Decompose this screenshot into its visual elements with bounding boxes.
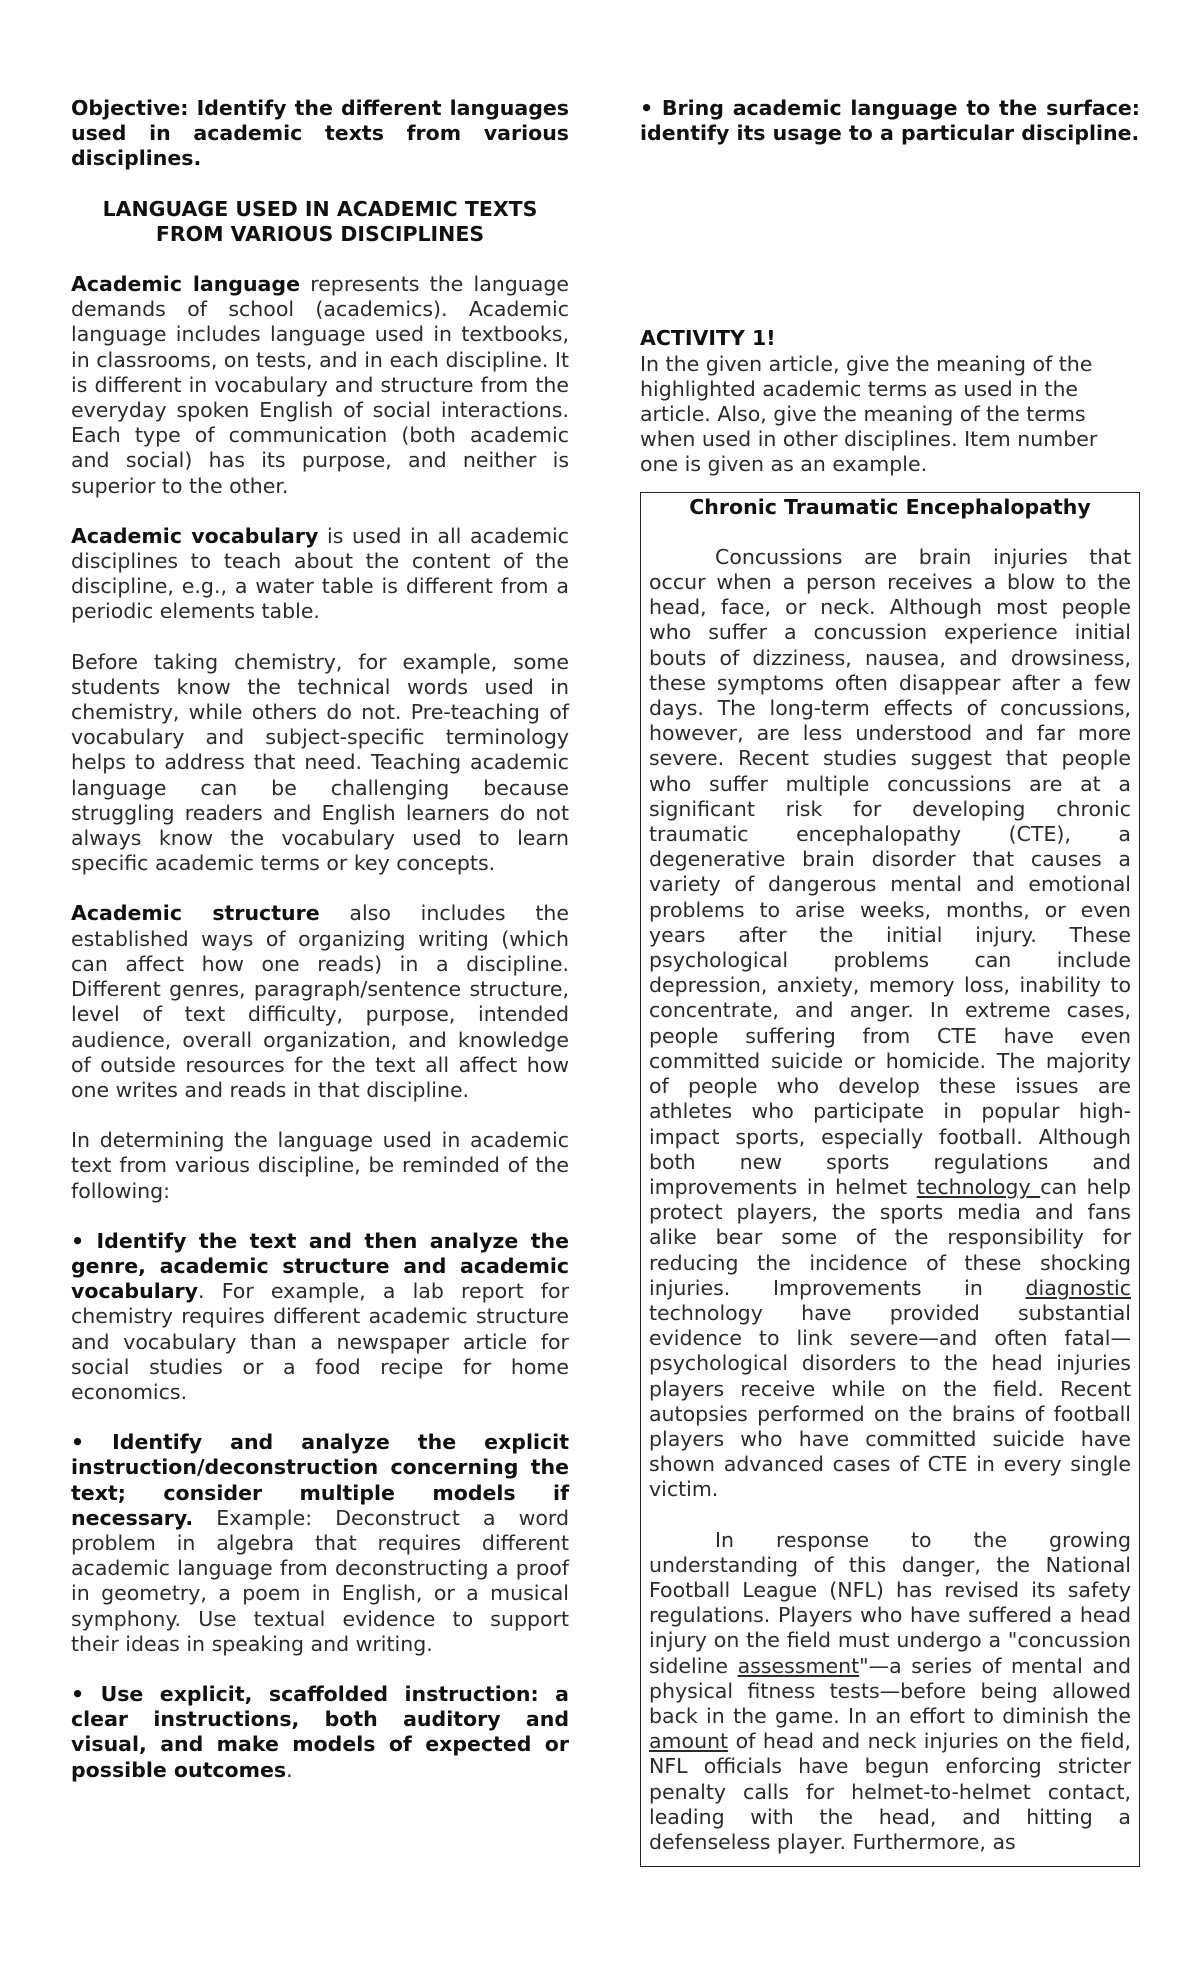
left-column [71,96,569,1783]
bullet-text: . [286,1757,293,1782]
paragraph-chemistry-example: Before taking chemistry, for example, some students know the technical words used in chemistry, while others do not. Pre-teaching of vocabulary and subject-specific terminology helps to address that need. Teaching academic language can be challenging because struggling readers and English learners do not always know the vocabulary used to learn specific academic terms or key concepts. [71,649,569,876]
bullet-bold: • Identify the text and then analyze the genre, academic structure and academic vocabulary [71,1228,569,1304]
paragraph-text: also includes the established ways of organizing writing (which can affect how one reads) in a discipline. Different genres, paragraph/sentence structure, level of text difficulty, purpose, intended audience, overall organization, and knowledge of outside resources for the text all affect how one writes and reads in that discipline. [71,901,569,1102]
bullet-text: Example: Deconstruct a word problem in algebra that requires different academic language from deconstructing a proof in geometry, a poem in English, or a musical symphony. Use textual evidence to support their ideas in speaking and writing. [71,1505,569,1656]
activity-title: ACTIVITY 1! [640,326,776,351]
bullet-scaffolded-instruction [71,1682,569,1783]
term-academic-structure: Academic structure [71,901,320,926]
highlighted-term-amount: amount [649,1729,729,1754]
bullet-bold: • Identify and analyze the explicit instruction/deconstruction concerning the text; consider multiple models if necessary. [71,1430,569,1530]
article-paragraph-2 [649,1528,1131,1856]
paragraph-academic-vocabulary [71,524,569,625]
article-text: In response to the growing understanding of this danger, the National Football League (NFL) has revised its safety regulations. Players who have suffered a head injury on the field must undergo a "concussion sideline [649,1527,1131,1678]
section-heading: LANGUAGE USED IN ACADEMIC TEXTS FROM VARIOUS DISCIPLINES [102,196,538,246]
article-text: "—a series of mental and physical fitness tests—before being allowed back in the game. In an effort to diminish the [649,1653,1132,1728]
article-text: Concussions are brain injuries that occur when a person receives a blow to the head, face, or neck. Although most people who suffer a concussion experience initial bouts of dizziness, nausea, and drowsiness, these symptoms often disappear after a few days. The long-term effects of concussions, however, are less understood and far more severe. Recent studies suggest that people who suffer multiple concussions are at a significant risk for developing chronic traumatic encephalopathy (CTE), a degenerative brain disorder that causes a variety of dangerous mental and emotional problems to arise weeks, months, or even years after the initial injury. These psychological problems can include depression, anxiety, memory loss, inability to concentrate, and anger. In extreme cases, people suffering from CTE have even committed suicide or homicide. The majority of people who develop these issues are athletes who participate in popular high-impact sports, especially football. Although both new sports regulations and improvements in helmet [649,544,1131,1199]
term-academic-vocabulary: Academic vocabulary [71,523,319,548]
bullet-bold: • Use explicit, scaffolded instruction: a clear instructions, both auditory and visual, and make models of expected or possible outcomes [71,1681,569,1782]
article-text: technology have provided substantial evidence to link severe—and often fatal—psychological disorders to the head injuries players receive while on the field. Recent autopsies performed on the brains of football players who have committed suicide have shown advanced cases of CTE in every single victim. [649,1300,1131,1502]
article-box [640,492,1140,1867]
objective: Objective: Identify the different languages used in academic texts from various disciplines. [71,96,569,171]
right-column [640,96,1140,1867]
highlighted-term-assessment: assessment [737,1653,860,1678]
paragraph-academic-structure [71,901,569,1103]
bullet-text: . For example, a lab report for chemistry requires different academic structure and vocabulary than a newspaper article for social studies or a food recipe for home economics. [71,1279,569,1404]
paragraph-academic-language [71,272,569,499]
paragraph-text: represents the language demands of school (academics). Academic language includes language used in textbooks, in classrooms, on tests, and in each discipline. It is different in vocabulary and structure from the everyday spoken English of social interactions. Each type of communication (both academic and social) has its purpose, and neither is superior to the other. [71,272,569,498]
bullet-bring-language: • Bring academic language to the surface: identify its usage to a particular discipline. [640,96,1140,146]
term-academic-language: Academic language [71,272,300,297]
bullet-explicit-instruction [71,1430,569,1657]
activity-instructions: In the given article, give the meaning of the highlighted academic terms as used in the article. Also, give the meaning of the terms when used in other disciplines. Item number one is given as an example. [640,351,1098,477]
article-paragraph-1 [649,545,1131,1503]
paragraph-text: is used in all academic disciplines to teach about the content of the discipline, e.g., a water table is different from a periodic elements table. [71,523,569,624]
article-title: Chronic Traumatic Encephalopathy [689,494,1091,519]
article-text: can help protect players, the sports media and fans alike bear some of the responsibility for reducing the incidence of these shocking injuries. Improvements in [649,1174,1131,1300]
paragraph-reminder: In determining the language used in academic text from various discipline, be reminded of the following: [71,1128,569,1203]
highlighted-term-diagnostic: diagnostic [1025,1275,1131,1300]
article-text: of head and neck injuries on the field, NFL officials have begun enforcing stricter penalty calls for helmet-to-helmet contact, leading with the head, and hitting a defenseless player. Furthermore, as [649,1729,1131,1854]
bullet-identify-text [71,1229,569,1405]
highlighted-term-technology: technology [916,1174,1041,1199]
